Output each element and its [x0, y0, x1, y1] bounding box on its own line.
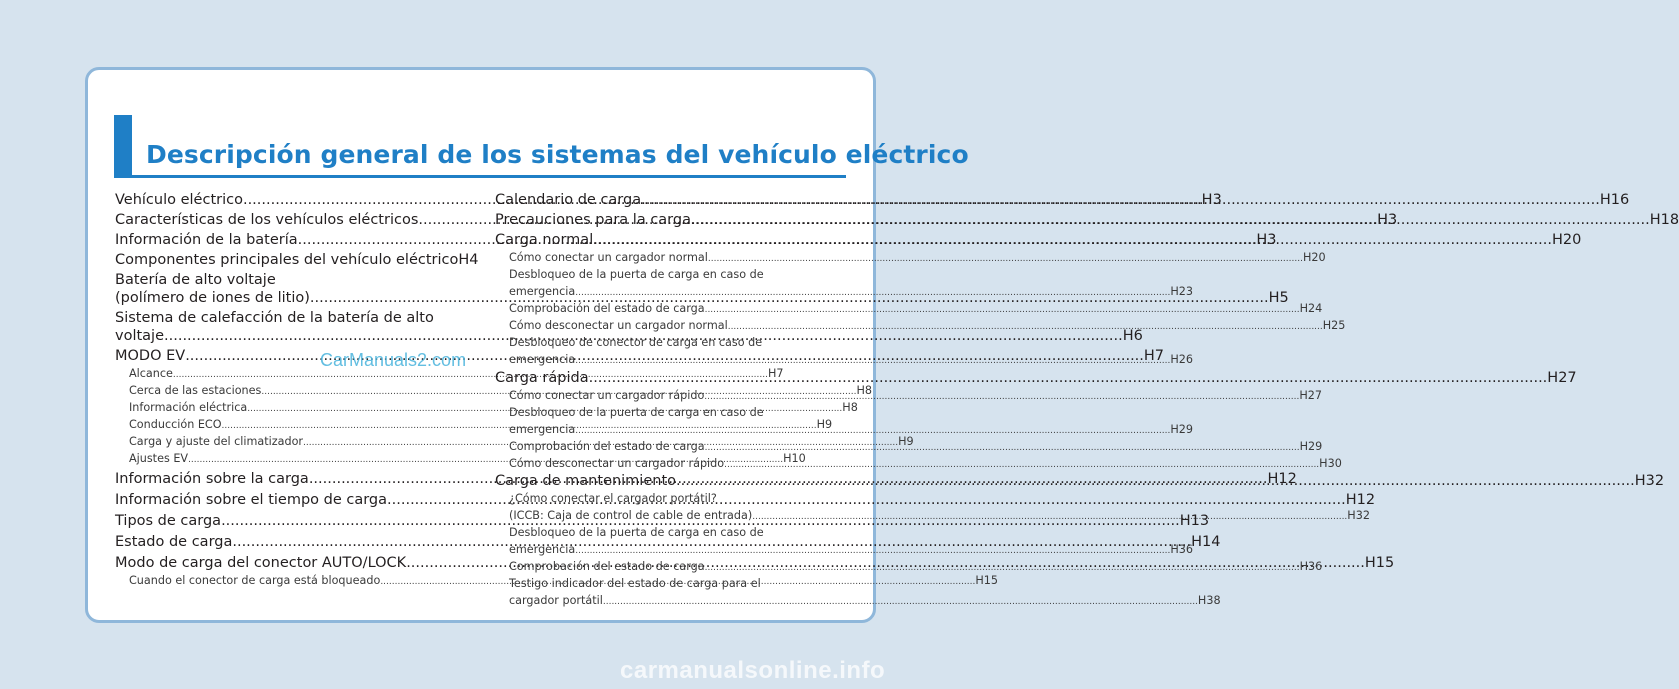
toc-subentry-page: H7: [767, 367, 784, 380]
toc-subentry-first-line: ¿Cómo conectar el cargador portátil?: [509, 492, 717, 505]
toc-entry-page: H3: [1256, 232, 1277, 248]
toc-entry-page: H14: [1191, 534, 1221, 550]
toc-entry-label: Información sobre el tiempo de carga: [115, 492, 388, 508]
toc-subentry-label: Ajustes EV: [129, 452, 189, 465]
toc-subentry-page: H27: [1299, 389, 1323, 402]
toc-entry-label: Características de los vehículos eléctricos: [115, 212, 419, 228]
toc-entry-page: H15: [1364, 555, 1395, 571]
toc-subentry-label: Cómo desconectar un cargador rápido: [509, 457, 725, 470]
toc-subentry-page: H24: [1299, 302, 1323, 315]
toc-entry-page: H5: [1268, 290, 1289, 306]
toc-entry-label: Precauciones para la carga: [495, 212, 691, 228]
toc-subentry-page: H36: [1170, 543, 1193, 556]
toc-entry-label: Carga de mantenimiento: [495, 473, 676, 489]
toc-entry-label: Estado de carga: [115, 534, 233, 550]
toc-subentry-label: Alcance: [129, 367, 173, 380]
footer-watermark: carmanualsonline.info: [620, 657, 886, 684]
toc-subentry-label: cargador portátil: [509, 594, 603, 607]
toc-subentry-page: H23: [1170, 285, 1193, 298]
toc-entry-label: Vehículo eléctrico: [115, 192, 243, 208]
toc-subentry[interactable]: [495, 249, 1326, 266]
toc-entry-label: Carga rápida: [495, 370, 589, 386]
toc-entry-page: H6: [1122, 328, 1143, 344]
toc-subentry[interactable]: [495, 283, 1193, 300]
toc-subentry-page: H8: [842, 401, 858, 414]
toc-subentry-first-line: Desbloqueo de la puerta de carga en caso de: [509, 406, 764, 419]
toc-subentry-page: H26: [1170, 353, 1193, 366]
toc-entry-label: Tipos de carga: [115, 513, 222, 529]
toc-subentry-page: H20: [1302, 251, 1326, 264]
toc-entry-label: Componentes principales del vehículo eléctrico: [115, 252, 459, 268]
toc-entry-page: H3: [1377, 212, 1398, 228]
toc-subentry-label: Comprobación del estado de carga: [509, 560, 705, 573]
toc-subentry-first-line: Desbloqueo de la puerta de carga en caso de: [509, 268, 764, 281]
toc-entry-first-line: Sistema de calefacción de la batería de alto: [115, 310, 434, 326]
toc-subentry-label: Cómo conectar un cargador normal: [509, 251, 708, 264]
toc-entry-page: H16: [1599, 192, 1630, 208]
toc-subentry-label: Comprobación del estado de carga: [509, 302, 705, 315]
toc-entry-page: H20: [1551, 232, 1582, 248]
toc-entry-label: MODO EV: [115, 348, 186, 364]
toc-subentry-label: emergencia: [509, 285, 576, 298]
toc-subentry[interactable]: [495, 592, 1221, 609]
toc-subentry[interactable]: [495, 421, 1193, 438]
toc-subentry[interactable]: [495, 317, 1346, 334]
toc-subentry-page: H29: [1170, 423, 1193, 436]
toc-entry[interactable]: [115, 250, 479, 270]
toc-subentry-page: H30: [1319, 457, 1342, 470]
toc-subentry[interactable]: [495, 541, 1193, 558]
toc-subentry-first-line: Desbloqueo de conector de carga en caso de: [509, 336, 763, 349]
title-accent-bar: [114, 115, 132, 178]
toc-subentry-label: Cómo conectar un cargador rápido: [509, 389, 705, 402]
toc-entry-page: H32: [1634, 473, 1665, 489]
toc-entry-label: Carga normal: [495, 232, 594, 248]
toc-entry-page: H18: [1649, 212, 1679, 228]
toc-subentry-label: Información eléctrica: [129, 401, 248, 414]
toc-entry-label: voltaje: [115, 328, 165, 344]
toc-subentry-first-line: Desbloqueo de la puerta de carga en caso de: [509, 526, 764, 539]
toc-entry[interactable]: [495, 368, 1577, 388]
page-title: Descripción general de los sistemas del vehículo eléctrico: [146, 140, 969, 169]
title-underline: [132, 175, 846, 178]
toc-subentry-label: emergencia: [509, 543, 576, 556]
toc-subentry-page: H9: [898, 435, 914, 448]
toc-entry-page: H4: [458, 252, 479, 268]
toc-entry-label: Modo de carga del conector AUTO/LOCK: [115, 555, 407, 571]
toc-subentry-page: H15: [975, 574, 999, 587]
toc-subentry[interactable]: [495, 300, 1323, 317]
toc-entry-first-line: Batería de alto voltaje: [115, 272, 276, 288]
toc-subentry-label: Cómo desconectar un cargador normal: [509, 319, 728, 332]
toc-entry-page: H7: [1143, 348, 1165, 364]
toc-subentry-page: H8: [856, 384, 872, 397]
toc-subentry-page: H10: [783, 452, 806, 465]
toc-subentry-page: H36: [1299, 560, 1323, 573]
toc-entry-page: H3: [1201, 192, 1222, 208]
toc-subentry-first-line: Testigo indicador del estado de carga para el: [509, 577, 761, 590]
toc-subentry-page: H32: [1347, 509, 1370, 522]
site-watermark: CarManuals2.com: [320, 350, 467, 370]
toc-subentry-page: H29: [1299, 440, 1323, 453]
toc-subentry-page: H25: [1322, 319, 1346, 332]
toc-subentry-label: emergencia: [509, 423, 576, 436]
toc-entry-label: Información sobre la carga: [115, 471, 309, 487]
toc-subentry-label: Comprobación del estado de carga: [509, 440, 705, 453]
toc-entry-page: H13: [1179, 513, 1210, 529]
toc-subentry-label: Cuando el conector de carga está bloqueado: [129, 574, 381, 587]
toc-entry-label: Información de la batería: [115, 232, 298, 248]
toc-entry-label: (polímero de iones de litio): [115, 290, 310, 306]
toc-subentry-page: H9: [816, 418, 833, 431]
toc-subentry-label: Cerca de las estaciones: [129, 384, 262, 397]
toc-subentry[interactable]: [495, 455, 1342, 472]
toc-entry-label: Calendario de carga: [495, 192, 642, 208]
toc-subentry-label: (ICCB: Caja de control de cable de entrada): [509, 509, 753, 522]
toc-entry-page: H12: [1345, 492, 1376, 508]
toc-subentry-label: Conducción ECO: [129, 418, 222, 431]
toc-entry-page: H27: [1547, 370, 1577, 386]
toc-subentry-label: emergencia: [509, 353, 576, 366]
toc-subentry[interactable]: [495, 558, 1323, 575]
toc-subentry-label: Carga y ajuste del climatizador: [129, 435, 304, 448]
toc-entry-page: H12: [1267, 471, 1297, 487]
toc-subentry-page: H38: [1197, 594, 1221, 607]
